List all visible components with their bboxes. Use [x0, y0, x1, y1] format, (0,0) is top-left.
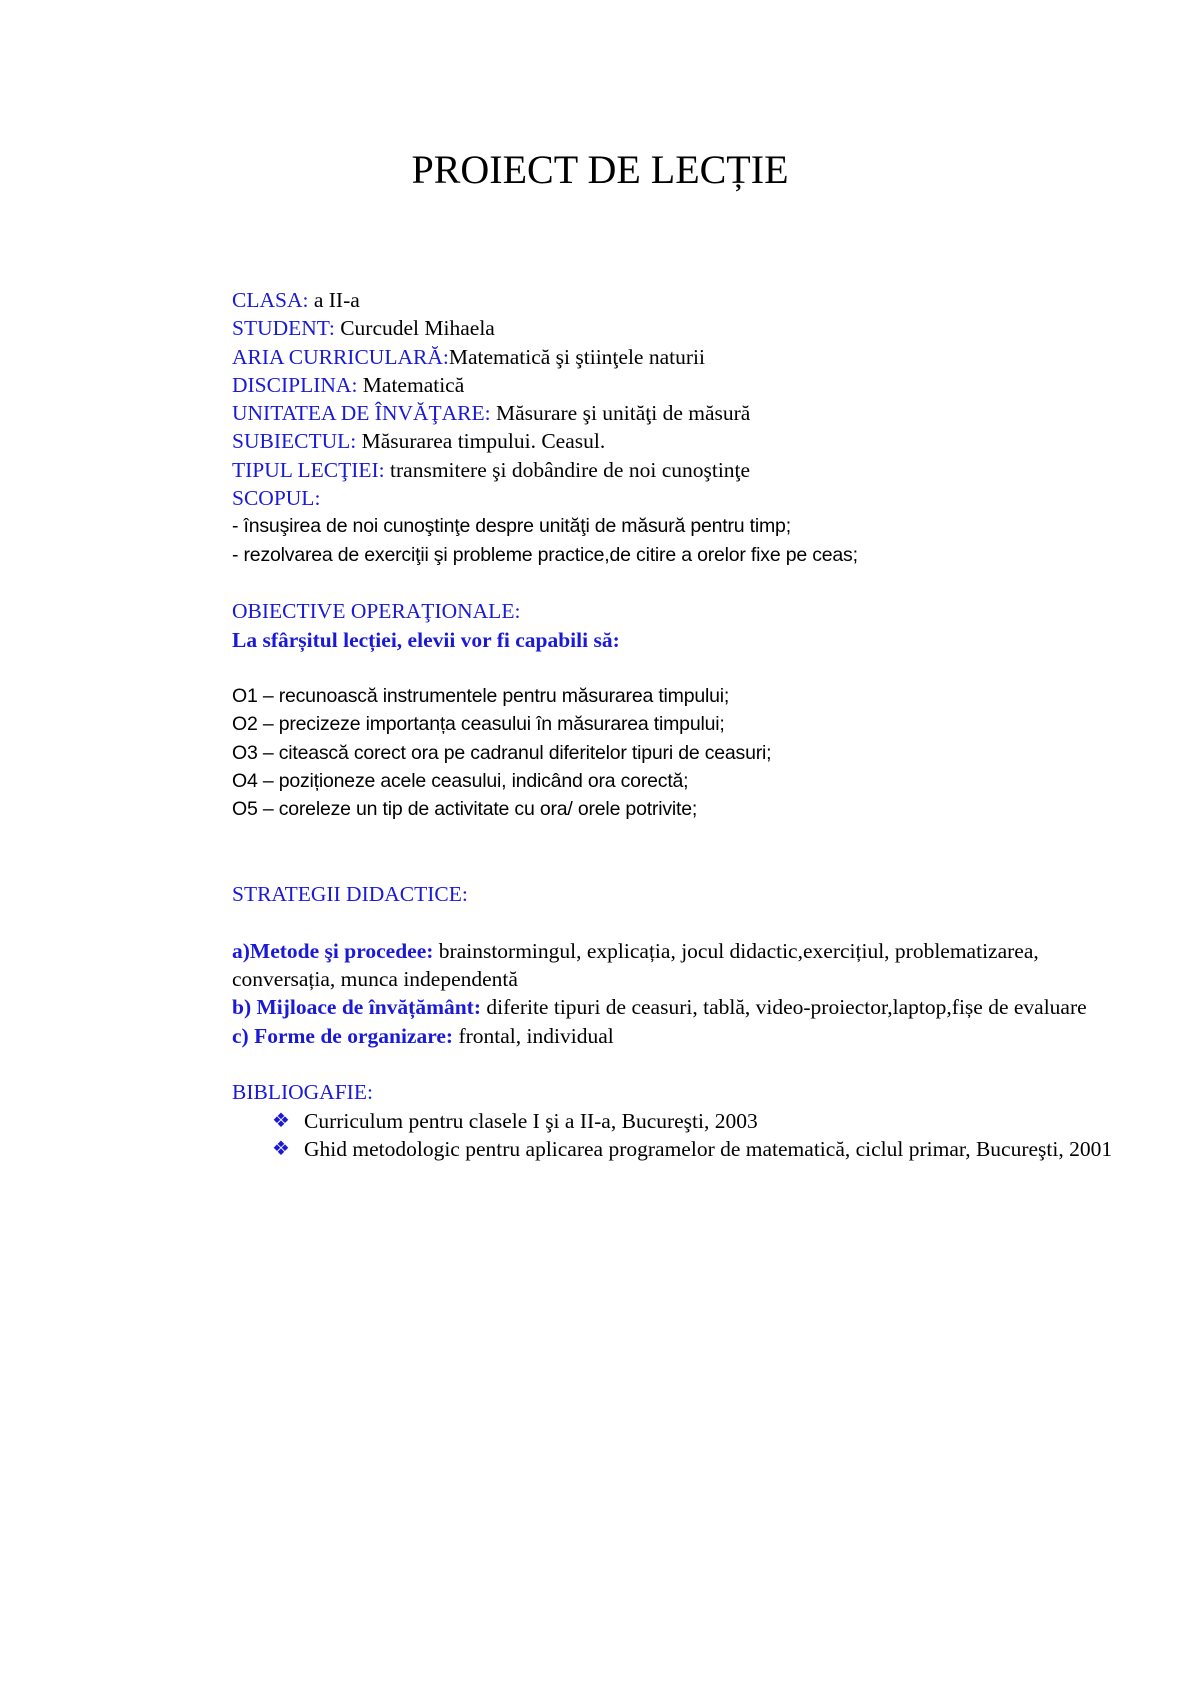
field-value: Matematică şi ştiinţele naturii [448, 344, 705, 369]
strategie-label: b) Mijloace de învățământ: [232, 995, 482, 1020]
field-label: STUDENT: [232, 316, 335, 341]
strategie-label: c) Forme de organizare: [232, 1023, 454, 1048]
page-title: PROIECT DE LECȚIE [411, 147, 789, 192]
objective-item: O2 – precizeze importanța ceasului în măsurarea timpului; [232, 713, 725, 736]
objective-item: O5 – coreleze un tip de activitate cu ora/ orele potrivite; [232, 798, 698, 821]
scopul-item: - însuşirea de noi cunoştinţe despre unităţi de măsură pentru timp; [232, 515, 791, 538]
spacer [232, 1050, 1132, 1078]
spacer [232, 824, 1132, 881]
strategie-value: diferite tipuri de ceasuri, tablă, video-proiector,laptop,fișe de evaluare [481, 995, 1087, 1020]
diamond-bullet-icon: ❖ [272, 1109, 290, 1132]
field-value: Măsurarea timpului. Ceasul. [356, 429, 606, 454]
objective-item: O3 – citească corect ora pe cadranul diferitelor tipuri de ceasuri; [232, 741, 772, 764]
field-value: Măsurare şi unităţi de măsură [490, 401, 751, 426]
scopul-item: - rezolvarea de exerciţii şi probleme practice,de citire a orelor fixe pe ceas; [232, 543, 858, 566]
obiective-heading: OBIECTIVE OPERAŢIONALE: [232, 599, 521, 624]
field-clasa [232, 286, 1132, 314]
field-label: SUBIECTUL: [232, 429, 357, 454]
strategii-heading: STRATEGII DIDACTICE: [232, 882, 468, 907]
diamond-bullet-icon: ❖ [272, 1137, 290, 1160]
document-body [232, 286, 1132, 1163]
bibliografie-item: Curriculum pentru clasele I şi a II-a, Bucureşti, 2003 [304, 1108, 758, 1133]
field-student [232, 314, 1132, 342]
field-value: transmitere şi dobândire de noi cunoştinţe [384, 457, 751, 482]
bibliografie-heading: BIBLIOGAFIE: [232, 1080, 373, 1105]
spacer [232, 569, 1132, 597]
field-label: ARIA CURRICULARĂ: [232, 344, 449, 369]
strategie-value: frontal, individual [453, 1023, 614, 1048]
strategie-value: brainstormingul, explicația, jocul didactic,exercițiul, problematizarea, conversația, munca independentă [232, 938, 1039, 992]
field-label: UNITATEA DE ÎNVĂŢARE: [232, 401, 491, 426]
field-disciplina [232, 371, 1132, 399]
field-value: a II-a [308, 288, 360, 312]
field-subiectul [232, 427, 1132, 455]
list-item [232, 1107, 1132, 1135]
bibliografie-list [232, 1107, 1132, 1164]
objective-item: O1 – recunoască instrumentele pentru măsurarea timpului; [232, 685, 730, 708]
bibliografie-item: Ghid metodologic pentru aplicarea programelor de matematică, ciclul primar, Bucureşti, 2001 [304, 1136, 1113, 1161]
field-value: Curcudel Mihaela [334, 316, 495, 341]
obiective-subheading: La sfârșitul lecției, elevii vor fi capabili să: [232, 627, 620, 652]
strategie-forme [232, 1022, 1132, 1050]
field-tipul-lectiei [232, 456, 1132, 484]
strategie-mijloace [232, 993, 1132, 1021]
field-label: CLASA: [232, 288, 309, 312]
field-aria-curriculara [232, 343, 1132, 371]
spacer [232, 909, 1132, 937]
spacer [232, 654, 1132, 682]
field-label: DISCIPLINA: [232, 372, 358, 397]
list-item [232, 1135, 1132, 1163]
field-unitatea [232, 399, 1132, 427]
strategie-metode [232, 937, 1132, 994]
strategie-label: a)Metode şi procedee: [232, 938, 434, 963]
scopul-heading: SCOPUL: [232, 486, 321, 511]
field-label: TIPUL LECŢIEI: [232, 457, 385, 482]
field-value: Matematică [357, 372, 465, 397]
objective-item: O4 – poziționeze acele ceasului, indicând ora corectă; [232, 770, 689, 793]
